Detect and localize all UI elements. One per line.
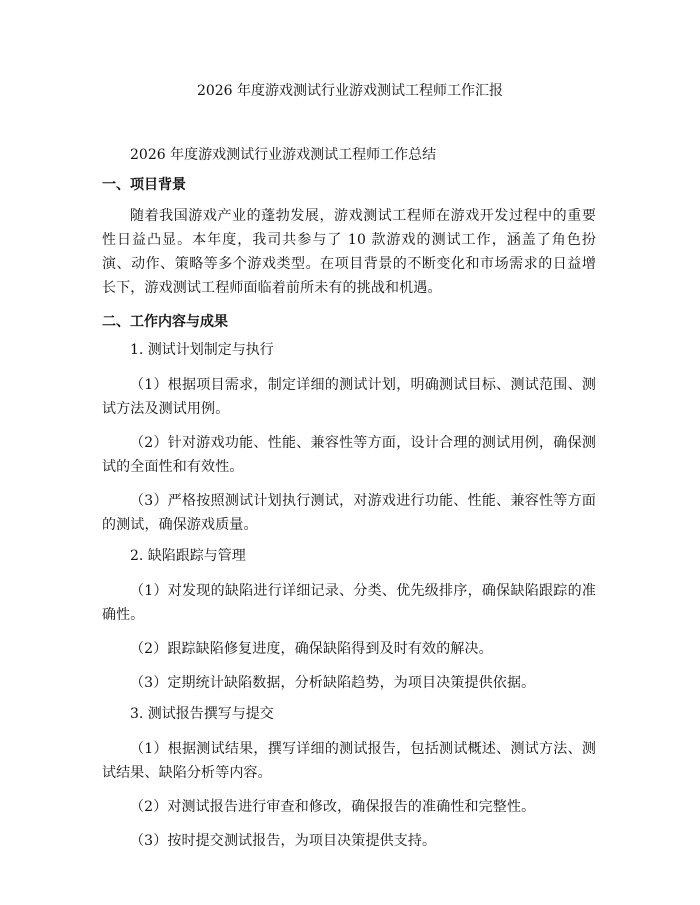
subsection-title-test-report: 3. 测试报告撰写与提交: [130, 706, 274, 722]
list-item: （3）定期统计缺陷数据，分析缺陷趋势，为项目决策提供依据。: [130, 675, 536, 691]
subsection-title-test-plan: 1. 测试计划制定与执行: [130, 342, 274, 358]
background-paragraph: 随着我国游戏产业的蓬勃发展，游戏测试工程师在游戏开发过程中的重要性日益凸显。本年度，我司共参与了 10 款游戏的测试工作，涵盖了角色扮演、动作、策略等多个游戏类型。在项目背景的不断变化和市场需求的日益增长下，游戏测试工程师面临着前所未有的挑战和机遇。: [102, 208, 596, 296]
list-item: （1）根据测试结果，撰写详细的测试报告，包括测试概述、测试方法、测试结果、缺陷分析等内容。: [102, 741, 596, 781]
list-item: （3）按时提交测试报告，为项目决策提供支持。: [130, 833, 437, 849]
list-item: （3）严格按照测试计划执行测试，对游戏进行功能、性能、兼容性等方面的测试，确保游戏质量。: [102, 493, 596, 533]
section-heading-background: 一、项目背景: [102, 177, 186, 193]
section-heading-work: 二、工作内容与成果: [102, 314, 228, 330]
document-title: 2026 年度游戏测试行业游戏测试工程师工作汇报: [196, 83, 504, 99]
list-item: （1）根据项目需求，制定详细的测试计划，明确测试目标、测试范围、测试方法及测试用例。: [102, 377, 596, 417]
list-item: （2）针对游戏功能、性能、兼容性等方面，设计合理的测试用例，确保测试的全面性和有效性。: [102, 435, 596, 475]
list-item: （2）跟踪缺陷修复进度，确保缺陷得到及时有效的解决。: [130, 641, 493, 657]
list-item: （1）对发现的缺陷进行详细记录、分类、优先级排序，确保缺陷跟踪的准确性。: [102, 583, 596, 623]
subsection-title-defect-tracking: 2. 缺陷跟踪与管理: [130, 548, 246, 564]
list-item: （2）对测试报告进行审查和修改，确保报告的准确性和完整性。: [130, 799, 536, 815]
document-body: [102, 176, 596, 863]
document-subtitle: 2026 年度游戏测试行业游戏测试工程师工作总结: [130, 147, 437, 163]
